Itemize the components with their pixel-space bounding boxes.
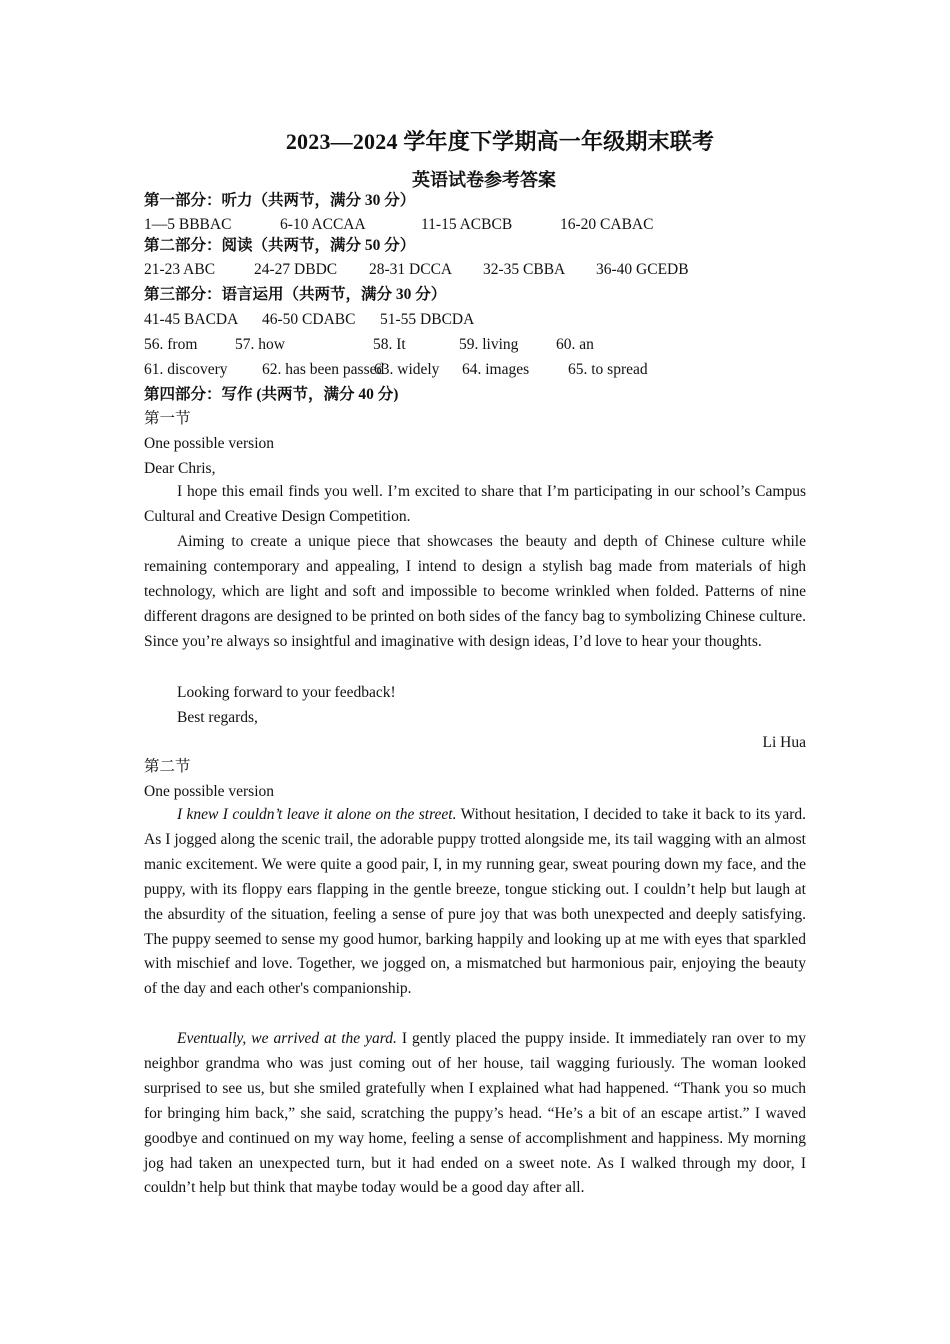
answer-group: 21-23 ABC [144,261,216,278]
page-subtitle: 英语试卷参考答案 [412,170,556,190]
letter-paragraph: Looking forward to your feedback! [177,684,396,701]
answer-item: 65. to spread [568,361,648,378]
section2-label: 第二节 [144,758,191,775]
answer-group: 1—5 BBBAC [144,216,232,233]
answer-item: 63. widely [374,361,440,378]
answer-group: 6-10 ACCAA [280,216,366,233]
story-paragraph [144,1027,806,1201]
answer-group: 28-31 DCCA [369,261,453,278]
story-lead-sentence: Eventually, we arrived at the yard. [177,1030,397,1047]
section2-version: One possible version [144,783,275,800]
answer-group: 36-40 GCEDB [596,261,689,278]
answer-item: 58. It [373,336,406,353]
page-title: 2023—2024 学年度下学期高一年级期末联考 [285,129,715,154]
answer-item: 56. from [144,336,198,353]
answer-group: 51-55 DBCDA [380,311,475,328]
answer-item: 59. living [459,336,519,353]
answer-group: 46-50 CDABC [262,311,356,328]
letter-signature: Li Hua [762,734,806,751]
part2-heading: 第二部分：阅读（共两节，满分 50 分） [144,237,416,254]
answer-group: 16-20 CABAC [560,216,654,233]
answer-item: 61. discovery [144,361,228,378]
story-body: Without hesitation, I decided to take it back to its yard. As I jogged along the scenic trail, the adorable puppy trotted alongside me, its tail wagging with an almost manic excitement. We were quite a good pair, I, in my running gear, sweat pouring down my face, and the puppy, with its floppy ears flapping in the gentle breeze, tongue sticking out. I couldn’t help but laugh at the absurdity of the situation, feeling a sense of pure joy that was both unexpected and deeply satisfying. The puppy seemed to sense my good humor, barking happily and looking up at me with eyes that sparkled with mischief and love. Together, we jogged on, a mismatched but harmonious pair, enjoying the beauty of the day and each other's companionship. [144,806,806,998]
part3-heading: 第三部分：语言运用（共两节，满分 30 分） [144,286,447,303]
answer-group: 32-35 CBBA [483,261,566,278]
story-paragraph [144,803,806,1002]
section1-label: 第一节 [144,410,191,427]
answer-group: 24-27 DBDC [254,261,338,278]
letter-closing: Best regards, [177,709,258,726]
answer-item: 60. an [556,336,594,353]
answer-group: 11-15 ACBCB [421,216,513,233]
answer-item: 64. images [462,361,530,378]
answer-item: 57. how [235,336,285,353]
answer-group: 41-45 BACDA [144,311,239,328]
part4-heading: 第四部分：写作 (共两节，满分 40 分) [144,386,399,403]
letter-greeting: Dear Chris, [144,460,216,477]
letter-paragraph: I hope this email finds you well. I’m excited to share that I’m participating in our school’s Campus Cultural and Creative Design Competition. [144,483,806,525]
answer-item: 62. has been passed [262,361,385,378]
part1-heading: 第一部分：听力（共两节，满分 30 分） [144,192,416,209]
letter-paragraph: Aiming to create a unique piece that showcases the beauty and depth of Chinese culture while remaining contemporary and appealing, I intend to design a stylish bag made from materials of high technology, which are light and soft and impossible to become wrinkled when folded. Patterns of nine different dragons are designed to be printed on both sides of the fancy bag to symbolizing Chinese culture. Since you’re always so insightful and imaginative with design ideas, I’d love to hear your thoughts. [144,533,806,650]
section1-version: One possible version [144,435,275,452]
story-lead-sentence: I knew I couldn’t leave it alone on the street. [177,806,457,823]
story-body: I gently placed the puppy inside. It immediately ran over to my neighbor grandma who was just coming out of her house, tail wagging furiously. The woman looked surprised to see us, but she smiled gratefully when I explained what had happened. “Thank you so much for bringing him back,” she said, scratching the puppy’s head. “He’s a bit of an escape artist.” I waved goodbye and continued on my way home, feeling a sense of accomplishment and happiness. My morning jog had taken an unexpected turn, but it had ended on a sweet note. As I walked through my door, I couldn’t help but think that maybe today would be a good day after all. [144,1030,806,1197]
